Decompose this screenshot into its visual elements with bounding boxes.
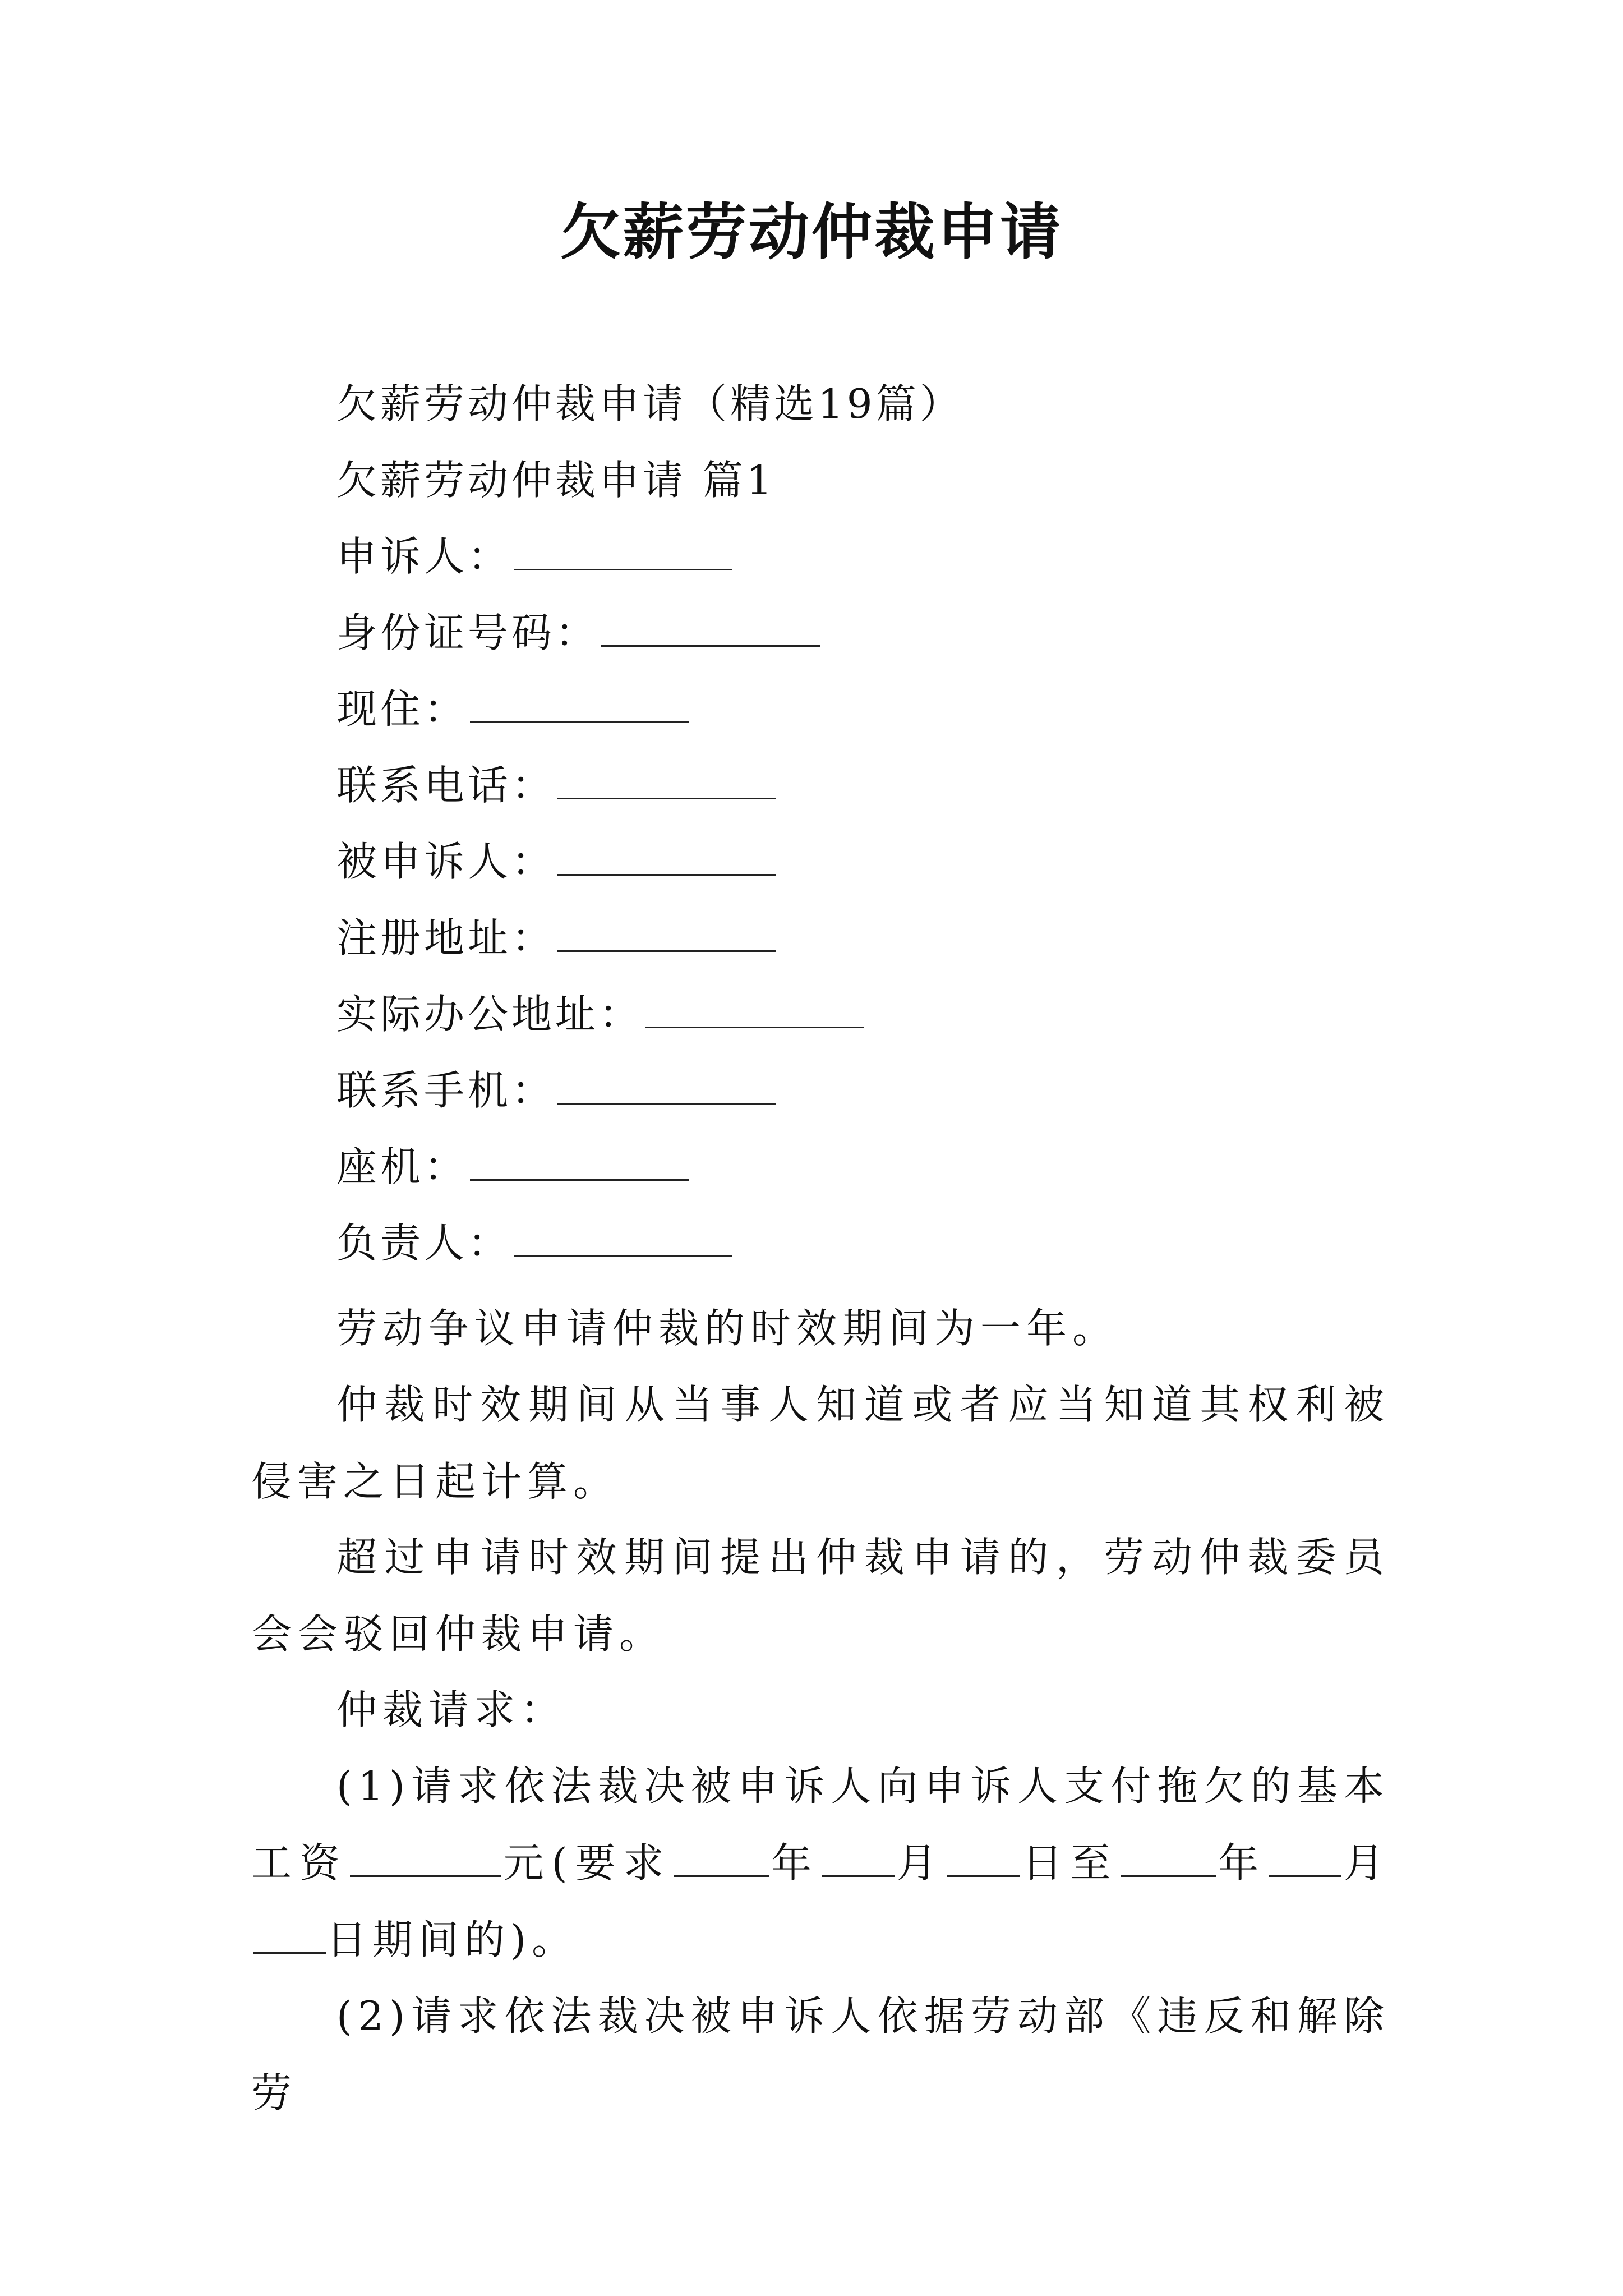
field-label: 负责人： [336,1220,512,1267]
claim-text: 年 [769,1839,819,1887]
paragraph-claim-2: (2)请求依法裁决被申诉人依据劳动部《违反和解除劳 [251,1993,1390,2116]
document-title: 欠薪劳动仲裁申请 [560,197,1063,268]
field-landline [336,1139,689,1195]
fill-in-blank [645,992,864,1028]
fill-in-blank [557,1068,776,1105]
paragraph-claim-1 [251,1748,1390,1978]
fill-in-blank [470,1144,689,1181]
fill-in-blank [947,1841,1020,1877]
paragraph-limitation-start: 仲裁时效期间从当事人知道或者应当知道其权利被侵害之日起计算。 [251,1381,1390,1505]
field-label: 实际办公地址： [336,991,643,1038]
field-label: 申诉人： [336,533,512,580]
claim-text: 月 [894,1839,945,1887]
section-heading: 欠薪劳动仲裁申请 篇1 [336,457,776,504]
claim-text: 年 [1216,1839,1267,1887]
claim-text: 元(要求 [501,1839,672,1887]
fill-in-blank [822,1841,895,1877]
field-respondent [336,834,776,890]
fill-in-blank [1121,1841,1216,1877]
fill-in-blank [557,915,776,952]
claim-text: 月 [1341,1839,1390,1887]
claim-text: (1)请求依法裁决被申诉人向申诉人支付拖欠的基本工资 [251,1763,1390,1887]
field-label: 座机： [336,1143,468,1190]
field-label: 被申诉人： [336,838,556,885]
field-label: 联系手机： [336,1067,556,1114]
field-mobile [336,1062,776,1119]
claim-text: 日期间的)。 [326,1916,578,1963]
field-label: 身份证号码： [336,609,600,656]
fill-in-blank [514,1221,732,1257]
fill-in-blank [601,610,820,647]
paragraph-limitation-exceeded: 超过申请时效期间提出仲裁申请的，劳动仲裁委员会会驳回仲裁申请。 [251,1534,1390,1658]
fill-in-blank [514,534,732,570]
fill-in-blank [470,687,689,723]
fill-in-blank [253,1917,326,1954]
claim-text: 日至 [1020,1839,1119,1887]
fill-in-blank [1269,1841,1341,1877]
field-label: 联系电话： [336,762,556,809]
field-office-address [336,986,864,1042]
field-current-address [336,681,689,737]
paragraph-limitation-period: 劳动争议申请仲裁的时效期间为一年。 [336,1305,1119,1352]
fill-in-blank [350,1841,501,1877]
fill-in-blank [557,839,776,876]
field-registered-address [336,910,776,966]
field-id-number [336,605,820,661]
paragraph-claims-heading: 仲裁请求： [336,1686,567,1733]
field-label: 注册地址： [336,914,556,961]
fill-in-blank [557,763,776,799]
fill-in-blank [674,1841,769,1877]
field-person-in-charge [336,1215,732,1271]
subtitle: 欠薪劳动仲裁申请（精选19篇） [336,380,963,427]
field-phone [336,757,776,813]
field-label: 现住： [336,685,468,733]
field-complainant [336,528,732,585]
